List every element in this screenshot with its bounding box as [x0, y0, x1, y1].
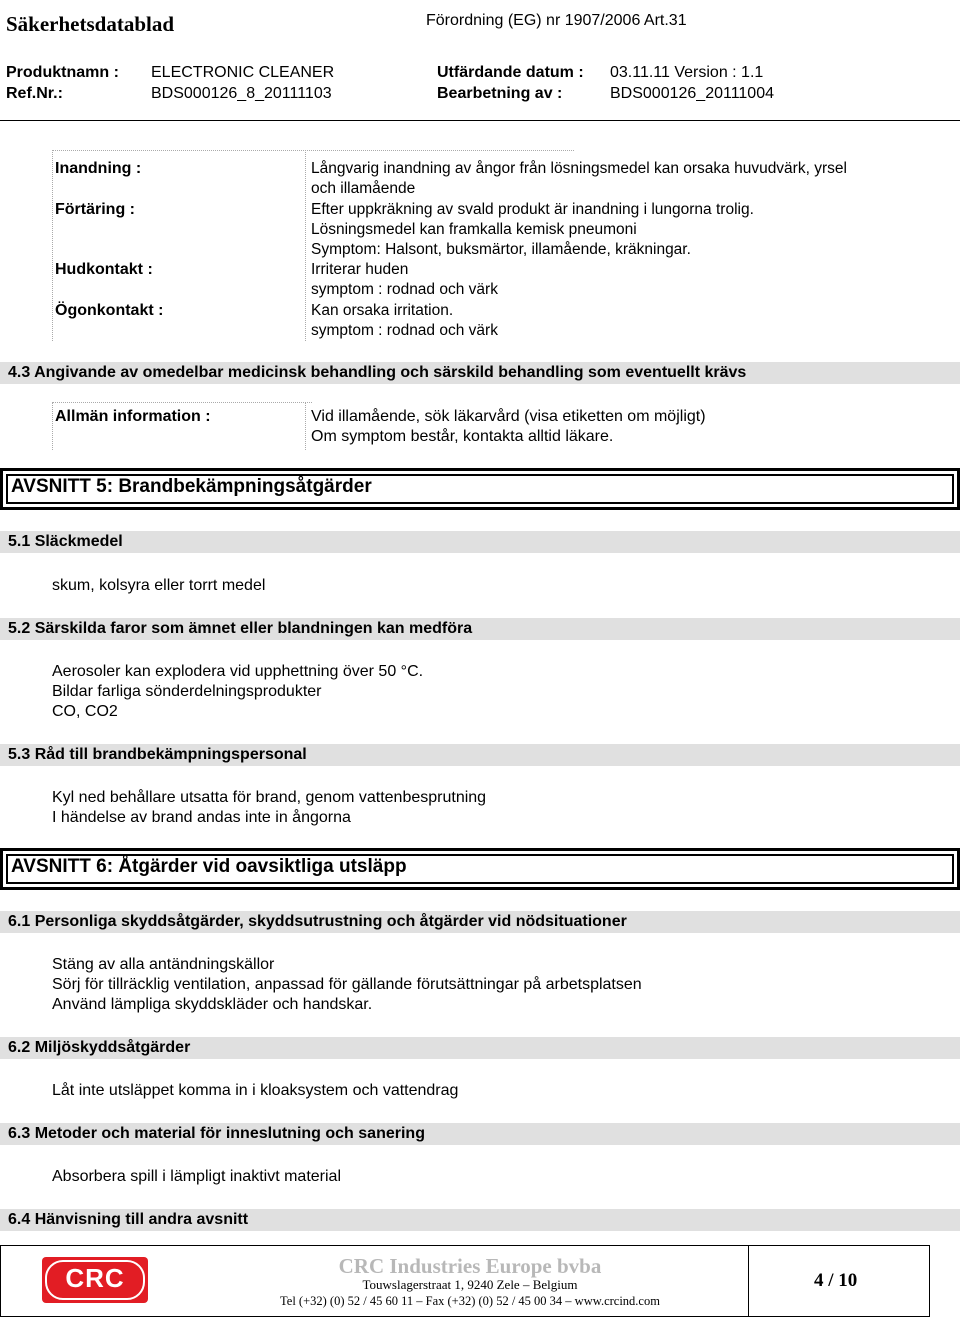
general-info-middle-border: [305, 402, 306, 450]
product-name-value: ELECTRONIC CLEANER: [151, 64, 335, 81]
table-top-border: [52, 150, 574, 151]
subsection-bar-5-1: [0, 531, 960, 553]
document-title: Säkerhetsdatablad: [6, 12, 175, 36]
footer-divider: [748, 1245, 749, 1317]
company-contact: Tel (+32) (0) 52 / 45 60 11 – Fax (+32) (0) 52 / 45 00 34 – www.crcind.com: [280, 1294, 660, 1308]
section-6-heading: [0, 848, 960, 890]
exposure-text-eye: Kan orsaka irritation. symptom : rodnad och värk: [311, 302, 498, 339]
exposure-label-eye: Ögonkontakt :: [55, 302, 164, 319]
subsection-bar-6-2: [0, 1037, 960, 1059]
exposure-label-ingestion: Förtäring :: [55, 201, 135, 218]
containment-methods-text: Absorbera spill i lämpligt inaktivt material: [52, 1168, 341, 1185]
issue-date-label: Utfärdande datum :: [437, 64, 584, 81]
general-info-left-border: [52, 402, 53, 450]
general-info-text: Vid illamående, sök läkarvård (visa etiketten om möjligt) Om symptom består, kontakta alltid läkare.: [311, 408, 706, 445]
personal-precautions-text: Stäng av alla antändningskällor Sörj för tillräcklig ventilation, anpassad för gällande förutsättningar på arbetsplatsen Använd lämpliga skyddskläder och handskar.: [52, 956, 642, 1013]
subsection-bar-4-3: [0, 362, 960, 384]
issue-date-value: 03.11.11 Version : 1.1: [610, 64, 764, 81]
exposure-text-ingestion: Efter uppkräkning av svald produkt är inandning i lungorna trolig. Lösningsmedel kan framkalla kemisk pneumoni Symptom: Halsont, buksmärtor, illamående, kräkningar.: [311, 201, 754, 258]
subsection-bar-5-2: [0, 618, 960, 640]
subsection-title-5-1: 5.1 Släckmedel: [8, 533, 123, 550]
subsection-title-6-4: 6.4 Hänvisning till andra avsnitt: [8, 1211, 249, 1228]
general-info-top-border: [52, 402, 312, 403]
page-number: 4 / 10: [814, 1270, 858, 1291]
section-5-title: AVSNITT 5: Brandbekämpningsåtgärder: [11, 476, 372, 497]
firefighter-advice-text: Kyl ned behållare utsatta för brand, genom vattenbesprutning I händelse av brand andas inte in ångorna: [52, 789, 487, 826]
exposure-text-inhalation: Långvarig inandning av ångor från lösningsmedel kan orsaka huvudvärk, yrsel och illamående: [311, 160, 847, 197]
product-name-label: Produktnamn :: [6, 64, 119, 81]
revision-value: BDS000126_20111004: [610, 85, 774, 102]
section-6-title: AVSNITT 6: Åtgärder vid oavsiktliga utsläpp: [11, 856, 407, 877]
extinguishing-media-text: skum, kolsyra eller torrt medel: [52, 577, 266, 594]
company-address: Touwslagerstraat 1, 9240 Zele – Belgium: [362, 1277, 578, 1292]
environmental-precautions-text: Låt inte utsläppet komma in i kloaksystem och vattendrag: [52, 1082, 459, 1099]
subsection-bar-6-4: [0, 1209, 960, 1231]
regulation-reference: Förordning (EG) nr 1907/2006 Art.31: [426, 12, 687, 29]
ref-number-value: BDS000126_8_20111103: [151, 85, 332, 102]
subsection-title-4-3: 4.3 Angivande av omedelbar medicinsk behandling och särskild behandling som eventuellt krävs: [8, 364, 747, 381]
exposure-label-inhalation: Inandning :: [55, 160, 142, 177]
table-left-border: [52, 150, 53, 341]
subsection-bar-5-3: [0, 744, 960, 766]
company-name: CRC Industries Europe bvba: [338, 1254, 602, 1278]
ref-number-label: Ref.Nr.:: [6, 85, 63, 102]
subsection-bar-6-1: [0, 911, 960, 933]
subsection-title-6-3: 6.3 Metoder och material för inneslutning och sanering: [8, 1125, 425, 1142]
subsection-title-5-3: 5.3 Råd till brandbekämpningspersonal: [8, 746, 307, 763]
revision-label: Bearbetning av :: [437, 85, 563, 102]
subsection-title-6-1: 6.1 Personliga skyddsåtgärder, skyddsutrustning och åtgärder vid nödsituationer: [8, 913, 627, 930]
header-divider: [0, 120, 960, 121]
exposure-label-skin: Hudkontakt :: [55, 261, 153, 278]
subsection-title-5-2: 5.2 Särskilda faror som ämnet eller blandningen kan medföra: [8, 620, 473, 637]
table-middle-border: [305, 150, 306, 341]
exposure-text-skin: Irriterar huden symptom : rodnad och värk: [311, 261, 498, 298]
subsection-title-6-2: 6.2 Miljöskyddsåtgärder: [8, 1039, 191, 1056]
general-info-label: Allmän information :: [55, 408, 211, 425]
special-hazards-text: Aerosoler kan explodera vid upphettning över 50 °C. Bildar farliga sönderdelningsprodukter CO, CO2: [52, 663, 424, 720]
subsection-bar-6-3: [0, 1123, 960, 1145]
section-5-heading: [0, 468, 960, 510]
crc-logo: CRC: [42, 1257, 148, 1303]
